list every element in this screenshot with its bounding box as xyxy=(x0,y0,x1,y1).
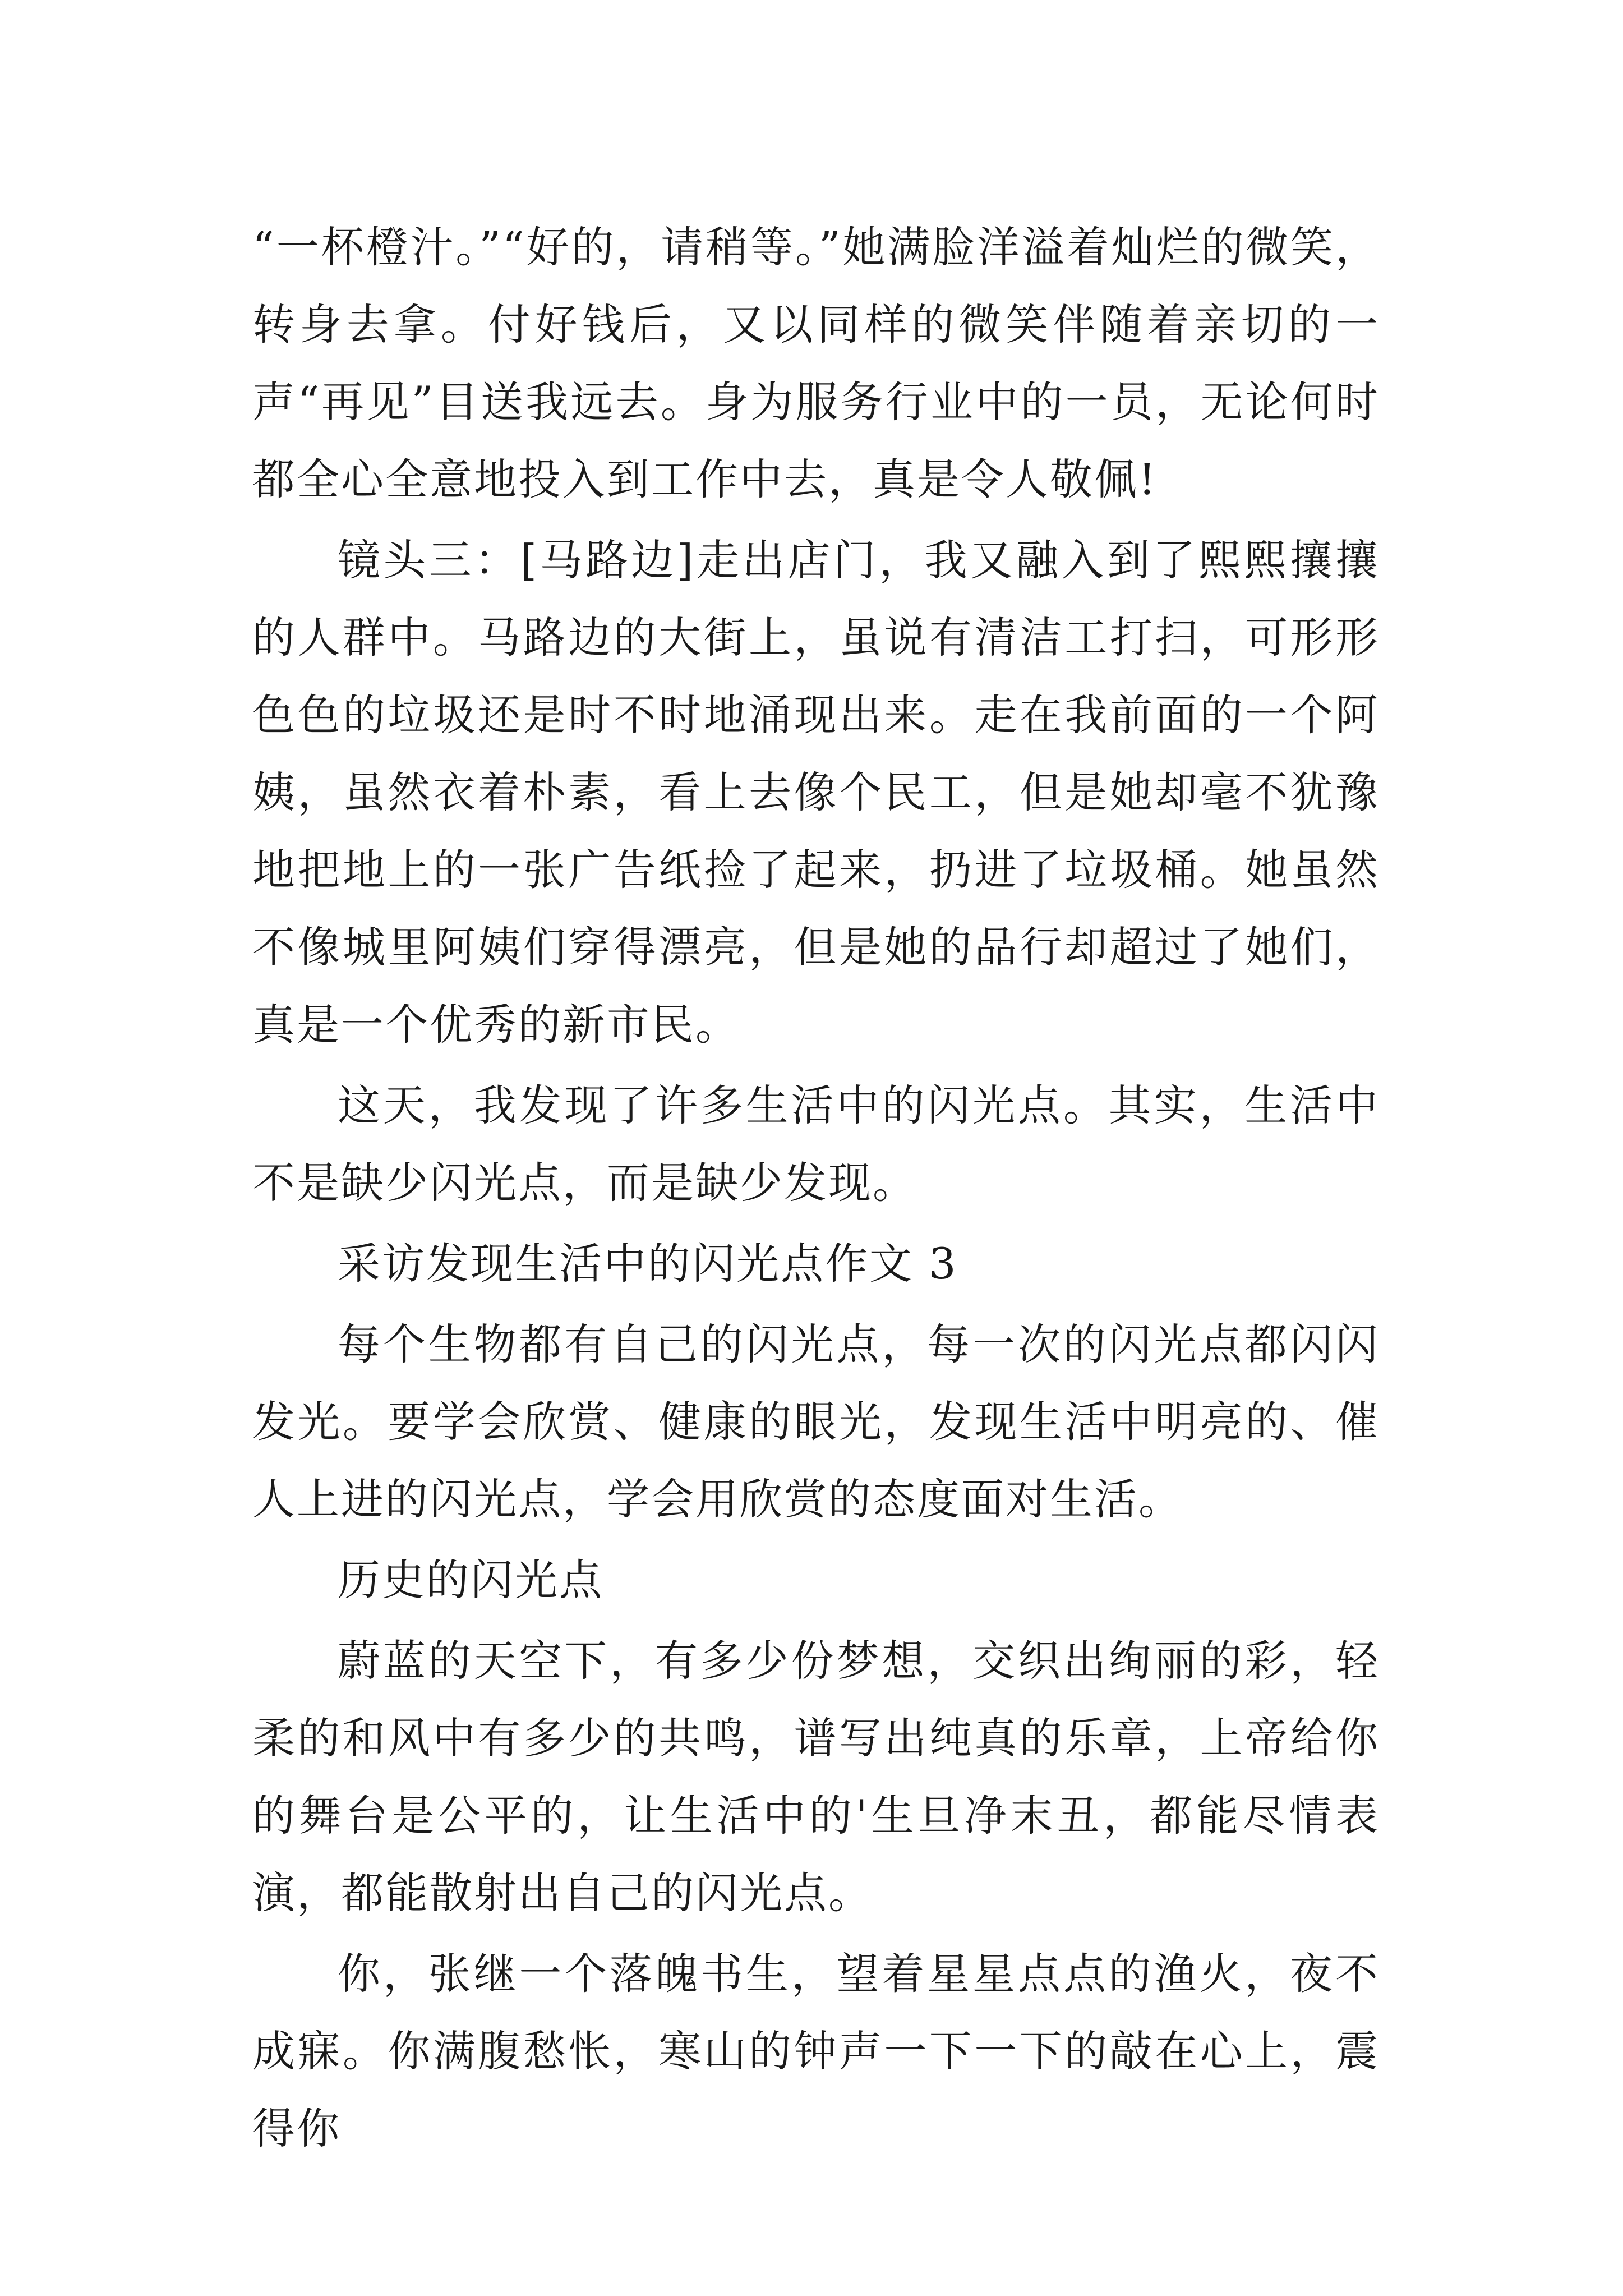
paragraph: 每个生物都有自己的闪光点，每一次的闪光点都闪闪发光。要学会欣赏、健康的眼光，发现生活中明亮的、催人上进的闪光点，学会用欣赏的态度面对生活。 xyxy=(252,1319,1380,1524)
section-title: 采访发现生活中的闪光点作文 3 xyxy=(338,1239,958,1289)
paragraph: 镜头三：[马路边]走出店门，我又融入到了熙熙攘攘的人群中。马路边的大街上，虽说有清洁工打扫，可形形色色的垃圾还是时不时地涌现出来。走在我前面的一个阿姨，虽然衣着朴素，看上去像个民工，但是她却毫不犹豫地把地上的一张广告纸捡了起来，扔进了垃圾桶。她虽然不像城里阿姨们穿得漂亮，但是她的品行却超过了她们，真是一个优秀的新市民。 xyxy=(252,535,1380,1050)
paragraph: “一杯橙汁。”“好的，请稍等。”她满脸洋溢着灿烂的微笑，转身去拿。付好钱后，又以同样的微笑伴随着亲切的一声“再见”目送我远去。身为服务行业中的一员，无论何时都全心全意地投入到工作中去，真是令人敬佩! xyxy=(252,222,1380,504)
paragraph: 你，张继一个落魄书生，望着星星点点的渔火，夜不成寐。你满腹愁怅，寒山的钟声一下一下的敲在心上，震得你 xyxy=(252,1949,1380,2154)
paragraph: 这天，我发现了许多生活中的闪光点。其实，生活中不是缺少闪光点，而是缺少发现。 xyxy=(252,1080,1380,1208)
subheading: 历史的闪光点 xyxy=(338,1555,603,1605)
paragraph: 蔚蓝的天空下，有多少份梦想，交织出绚丽的彩，轻柔的和风中有多少的共鸣，谱写出纯真的乐章，上帝给你的舞台是公平的，让生活中的'生旦净末丑，都能尽情表演，都能散射出自己的闪光点。 xyxy=(252,1636,1380,1918)
document-body xyxy=(252,209,1380,2171)
